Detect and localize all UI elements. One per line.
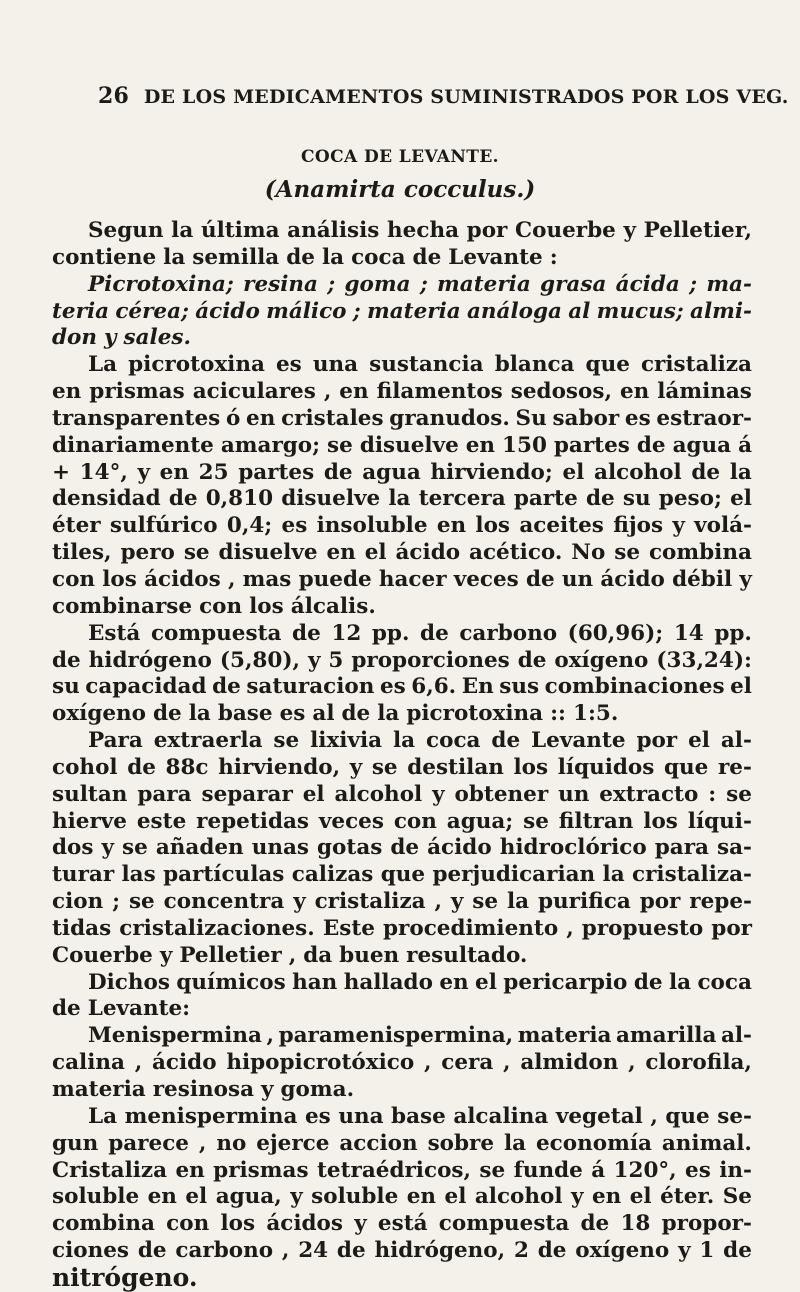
text-line: densidad de 0,810 disuelve la tercera parte de su peso; el (52, 486, 752, 512)
text-line: dinariamente amargo; se disuelve en 150 partes de agua á (52, 432, 752, 458)
text-line: Segun la última análisis hecha por Couerbe y Pelletier, (88, 218, 752, 243)
text-line: contiene la semilla de la coca de Levante : (52, 244, 558, 270)
text-line: Para extraerla se lixivia la coca de Levante por el al- (88, 728, 752, 754)
text-line: con los ácidos , mas puede hacer veces de un ácido débil y (52, 566, 752, 592)
text-line: nitrógeno. (52, 1262, 198, 1292)
page-number: 26 (98, 83, 130, 109)
text-line: turar las partículas calizas que perjudicarian la cristaliza- (52, 862, 752, 888)
body-text (52, 218, 752, 1292)
species-name: (Anamirta cocculus.) (264, 176, 536, 203)
text-line: calina , ácido hipopicrotóxico , cera , almidon , clorofila, (52, 1050, 752, 1076)
text-line: teria cérea; ácido málico ; materia análoga al mucus; almi- (52, 298, 752, 324)
text-line: soluble en el agua, y soluble en el alcohol y en el éter. Se (52, 1184, 752, 1210)
text-line: de hidrógeno (5,80), y 5 proporciones de oxígeno (33,24): (52, 647, 752, 673)
text-line: Está compuesta de 12 pp. de carbono (60,96); 14 pp. (88, 620, 752, 646)
text-line: + 14°, y en 25 partes de agua hirviendo; el alcohol de la (52, 459, 752, 485)
text-line: Dichos químicos han hallado en el pericarpio de la coca (88, 969, 752, 995)
running-title: DE LOS MEDICAMENTOS SUMINISTRADOS POR LOS VEG. (143, 86, 789, 108)
text-line: cohol de 88c hirviendo, y se destilan los líquidos que re- (52, 754, 752, 780)
section-title: COCA DE LEVANTE. (300, 147, 500, 167)
text-line: Menispermina , paramenispermina, materia amarilla al- (88, 1023, 752, 1049)
text-line: éter sulfúrico 0,4; es insoluble en los aceites fijos y volá- (52, 513, 752, 539)
text-line: ciones de carbono , 24 de hidrógeno, 2 de oxígeno y 1 de (52, 1238, 752, 1264)
text-line: La menispermina es una base alcalina vegetal , que se- (88, 1103, 752, 1129)
text-line: hierve este repetidas veces con agua; se filtran los líqui- (52, 808, 752, 834)
text-line: tiles, pero se disuelve en el ácido acético. No se combina (52, 540, 752, 566)
text-line: Couerbe y Pelletier , da buen resultado. (52, 942, 528, 968)
text-line: en prismas aciculares , en filamentos sedosos, en láminas (52, 379, 752, 405)
text-line: sultan para separar el alcohol y obtener un extracto : se (52, 781, 752, 807)
text-line: La picrotoxina es una sustancia blanca que cristaliza (88, 352, 752, 378)
text-line: de Levante: (52, 996, 191, 1022)
text-line: tidas cristalizaciones. Este procedimiento , propuesto por (52, 915, 752, 941)
text-line: dos y se añaden unas gotas de ácido hidroclórico para sa- (52, 835, 752, 861)
text-line: Cristaliza en prismas tetraédricos, se funde á 120°, es in- (52, 1157, 752, 1183)
text-line: gun parece , no ejerce accion sobre la economía animal. (52, 1130, 752, 1156)
text-line: transparentes ó en cristales granudos. Su sabor es estraor- (52, 405, 752, 431)
text-line: oxígeno de la base es al de la picrotoxina :: 1:5. (52, 701, 619, 727)
text-line: cion ; se concentra y cristaliza , y se la purifica por repe- (52, 889, 752, 915)
text-line: materia resinosa y goma. (52, 1077, 355, 1102)
text-line: combinarse con los álcalis. (52, 593, 376, 619)
text-line: don y sales. (52, 325, 191, 351)
text-line: su capacidad de saturacion es 6,6. En sus combinaciones el (52, 674, 752, 700)
running-head (98, 83, 789, 109)
text-line: combina con los ácidos y está compuesta de 18 propor- (52, 1211, 752, 1237)
text-line: Picrotoxina; resina ; goma ; materia grasa ácida ; ma- (88, 271, 752, 297)
